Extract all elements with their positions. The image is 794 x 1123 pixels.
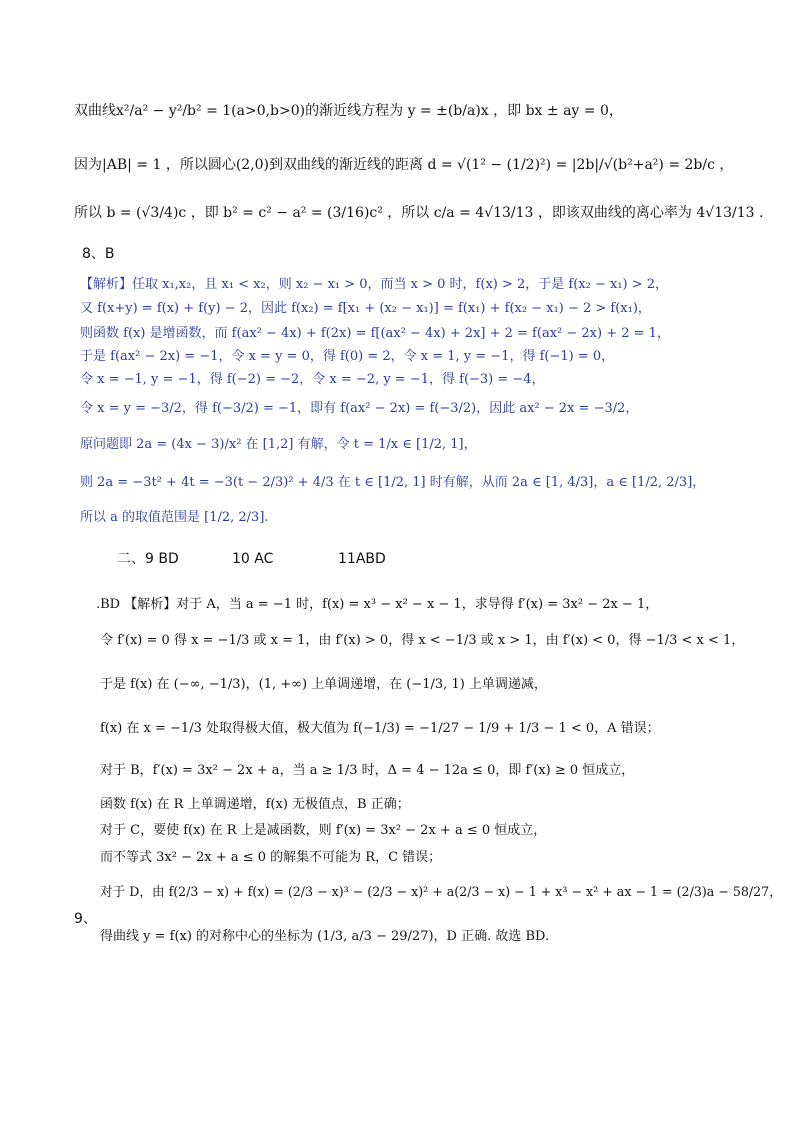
section2-answers-q10: 10 AC: [232, 551, 274, 567]
q9-line-10: 得曲线 y = f(x) 的对称中心的坐标为 (1/3, a/3 − 29/27)，D 正确. 故选 BD.: [100, 929, 550, 944]
q9-number: 9、: [74, 911, 97, 927]
q8-line-2: 又 f(x+y) = f(x) + f(y) − 2，因此 f(x₂) = f[x₁ + (x₂ − x₁)] = f(x₁) + f(x₂ − x₁) − 2 > f(x₁)，: [80, 301, 651, 316]
distance-line: 因为|AB| = 1 ，所以圆心(2,0)到双曲线的渐近线的距离 d = √(1² − (1/2)²) = |2b|/√(b²+a²) = 2b/c ，: [74, 157, 734, 173]
q8-line-4: 于是 f(ax² − 2x) = −1，令 x = y = 0，得 f(0) = 2，令 x = 1, y = −1，得 f(−1) = 0，: [80, 349, 615, 364]
q8-line-5: 令 x = −1, y = −1，得 f(−2) = −2，令 x = −2, y = −1，得 f(−3) = −4，: [80, 372, 545, 387]
q8-line-1: 【解析】任取 x₁,x₂，且 x₁ < x₂，则 x₂ − x₁ > 0，而当 x > 0 时，f(x) > 2，于是 f(x₂ − x₁) > 2，: [80, 277, 669, 292]
q8-line-7: 原问题即 2a = (4x − 3)/x² 在 [1,2] 有解，令 t = 1/x ∈ [1/2, 1]，: [80, 437, 477, 452]
q9-line-4: f(x) 在 x = −1/3 处取得极大值，极大值为 f(−1/3) = −1/27 − 1/9 + 1/3 − 1 < 0，A 错误；: [100, 721, 660, 736]
q9-line-2: 令 f′(x) = 0 得 x = −1/3 或 x = 1，由 f′(x) > 0，得 x < −1/3 或 x > 1，由 f′(x) < 0，得 −1/3 < x < 1，: [100, 633, 745, 648]
q9-line-3: 于是 f(x) 在 (−∞, −1/3)，(1, +∞) 上单调递增，在 (−1/3, 1) 上单调递减，: [100, 677, 547, 692]
q9-line-5: 对于 B，f′(x) = 3x² − 2x + a，当 a ≥ 1/3 时，Δ = 4 − 12a ≤ 0，即 f′(x) ≥ 0 恒成立，: [100, 763, 635, 778]
q8-line-3: 则函数 f(x) 是增函数，而 f(ax² − 4x) + f(2x) = f[(ax² − 4x) + 2x] + 2 = f(ax² − 2x) + 2 = 1，: [80, 326, 670, 341]
q8-answer-title: 8、B: [82, 246, 115, 262]
section2-answers-q11: 11ABD: [338, 551, 386, 567]
q9-line-1: .BD 【解析】对于 A，当 a = −1 时，f(x) = x³ − x² − x − 1，求导得 f′(x) = 3x² − 2x − 1，: [96, 597, 659, 612]
q9-line-6: 函数 f(x) 在 R 上单调递增，f(x) 无极值点，B 正确；: [100, 797, 410, 812]
section2-answers-q9: 二、9 BD: [117, 551, 179, 567]
q8-line-9: 所以 a 的取值范围是 [1/2, 2/3].: [80, 510, 269, 525]
q8-line-8: 则 2a = −3t² + 4t = −3(t − 2/3)² + 4/3 在 t ∈ [1/2, 1] 时有解，从而 2a ∈ [1, 4/3]，a ∈ [1/2, 2/3]，: [80, 475, 706, 490]
eccentricity-line: 所以 b = (√3/4)c ，即 b² = c² − a² = (3/16)c² ，所以 c/a = 4√13/13 ，即该双曲线的离心率为 4√13/13 .: [74, 205, 764, 221]
q9-line-8: 而不等式 3x² − 2x + a ≤ 0 的解集不可能为 R，C 错误；: [100, 850, 442, 865]
q9-line-9: 对于 D，由 f(2/3 − x) + f(x) = (2/3 − x)³ − (2/3 − x)² + a(2/3 − x) − 1 + x³ − x² + ax − 1 = (2/3)a − 58/27，: [100, 885, 782, 900]
q8-line-6: 令 x = y = −3/2，得 f(−3/2) = −1，即有 f(ax² − 2x) = f(−3/2)，因此 ax² − 2x = −3/2，: [80, 401, 639, 416]
hyperbola-asymptote-line: 双曲线x²/a² − y²/b² = 1(a>0,b>0)的渐近线方程为 y = ±(b/a)x ，即 bx ± ay = 0，: [74, 103, 623, 119]
q9-line-7: 对于 C，要使 f(x) 在 R 上是减函数，则 f′(x) = 3x² − 2x + a ≤ 0 恒成立，: [100, 823, 547, 838]
